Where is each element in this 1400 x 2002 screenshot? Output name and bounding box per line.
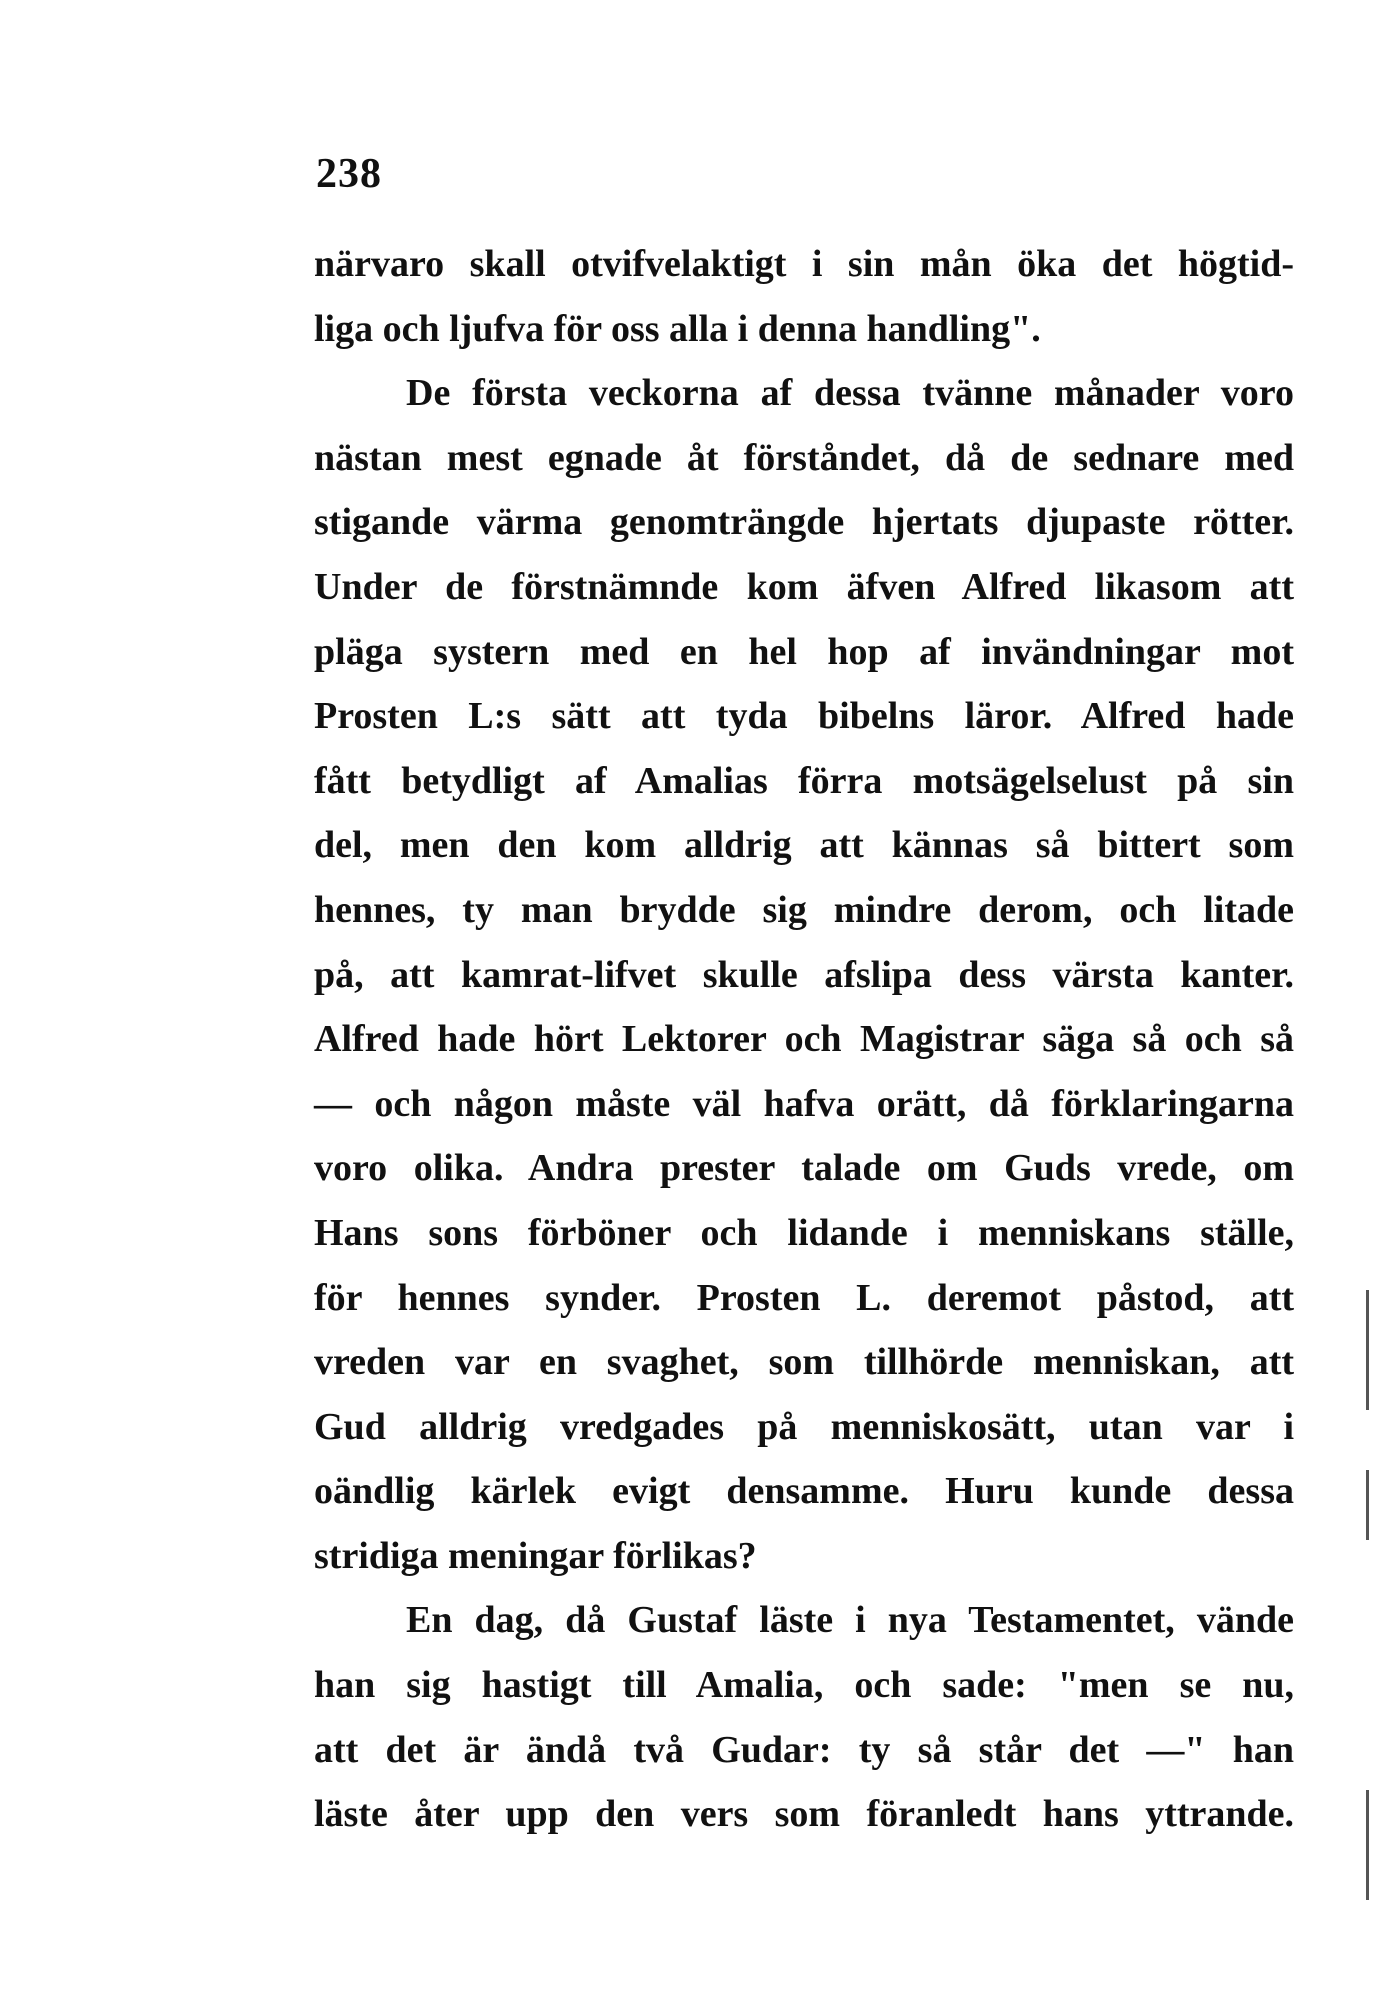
text-line: på, att kamrat-lifvet skulle afslipa dess värsta kanter. xyxy=(314,953,1294,996)
text-line: pläga systern med en hel hop af invändningar mot xyxy=(314,630,1294,673)
text-line: oändlig kärlek evigt densamme. Huru kunde dessa xyxy=(314,1470,1294,1513)
text-line: fått betydligt af Amalias förra motsägelselust på sin xyxy=(314,759,1294,802)
text-line: liga och ljufva för oss alla i denna handling". xyxy=(314,307,1041,350)
text-line: att det är ändå två Gudar: ty så står det —" han xyxy=(314,1728,1294,1771)
text-line: del, men den kom alldrig att kännas så bittert som xyxy=(314,824,1294,867)
text-line: De första veckorna af dessa tvänne månader voro xyxy=(406,372,1294,415)
text-line: Gud alldrig vredgades på menniskosätt, utan var i xyxy=(314,1405,1294,1448)
text-line: vreden var en svaghet, som tillhörde menniskan, att xyxy=(314,1341,1294,1384)
text-line: voro olika. Andra prester talade om Guds vrede, om xyxy=(314,1147,1294,1190)
text-line: — och någon måste väl hafva orätt, då förklaringarna xyxy=(314,1082,1294,1125)
text-line: En dag, då Gustaf läste i nya Testamentet, vände xyxy=(406,1599,1294,1642)
text-line: stridiga meningar förlikas? xyxy=(314,1534,757,1577)
text-line: stigande värma genomträngde hjertats djupaste rötter. xyxy=(314,501,1294,544)
text-line: nästan mest egnade åt förståndet, då de sednare med xyxy=(314,436,1294,479)
page-number: 238 xyxy=(316,151,382,197)
text-line: han sig hastigt till Amalia, och sade: "men se nu, xyxy=(314,1664,1294,1707)
text-line: närvaro skall otvifvelaktigt i sin mån öka det högtid- xyxy=(314,243,1294,285)
scan-edge-mark xyxy=(1366,1790,1369,1900)
text-line: läste åter upp den vers som föranledt hans yttrande. xyxy=(314,1793,1294,1836)
text-line: Prosten L:s sätt att tyda bibelns läror. Alfred hade xyxy=(314,695,1294,738)
scan-edge-mark xyxy=(1366,1470,1369,1540)
text-line: Hans sons förböner och lidande i menniskans ställe, xyxy=(314,1211,1294,1254)
scan-edge-mark xyxy=(1366,1290,1369,1410)
text-line: hennes, ty man brydde sig mindre derom, och litade xyxy=(314,888,1294,931)
text-line: Under de förstnämnde kom äfven Alfred likasom att xyxy=(314,565,1294,608)
text-line: för hennes synder. Prosten L. deremot påstod, att xyxy=(314,1276,1294,1319)
body-text xyxy=(314,232,1294,1847)
text-line: Alfred hade hört Lektorer och Magistrar säga så och så xyxy=(314,1018,1294,1061)
